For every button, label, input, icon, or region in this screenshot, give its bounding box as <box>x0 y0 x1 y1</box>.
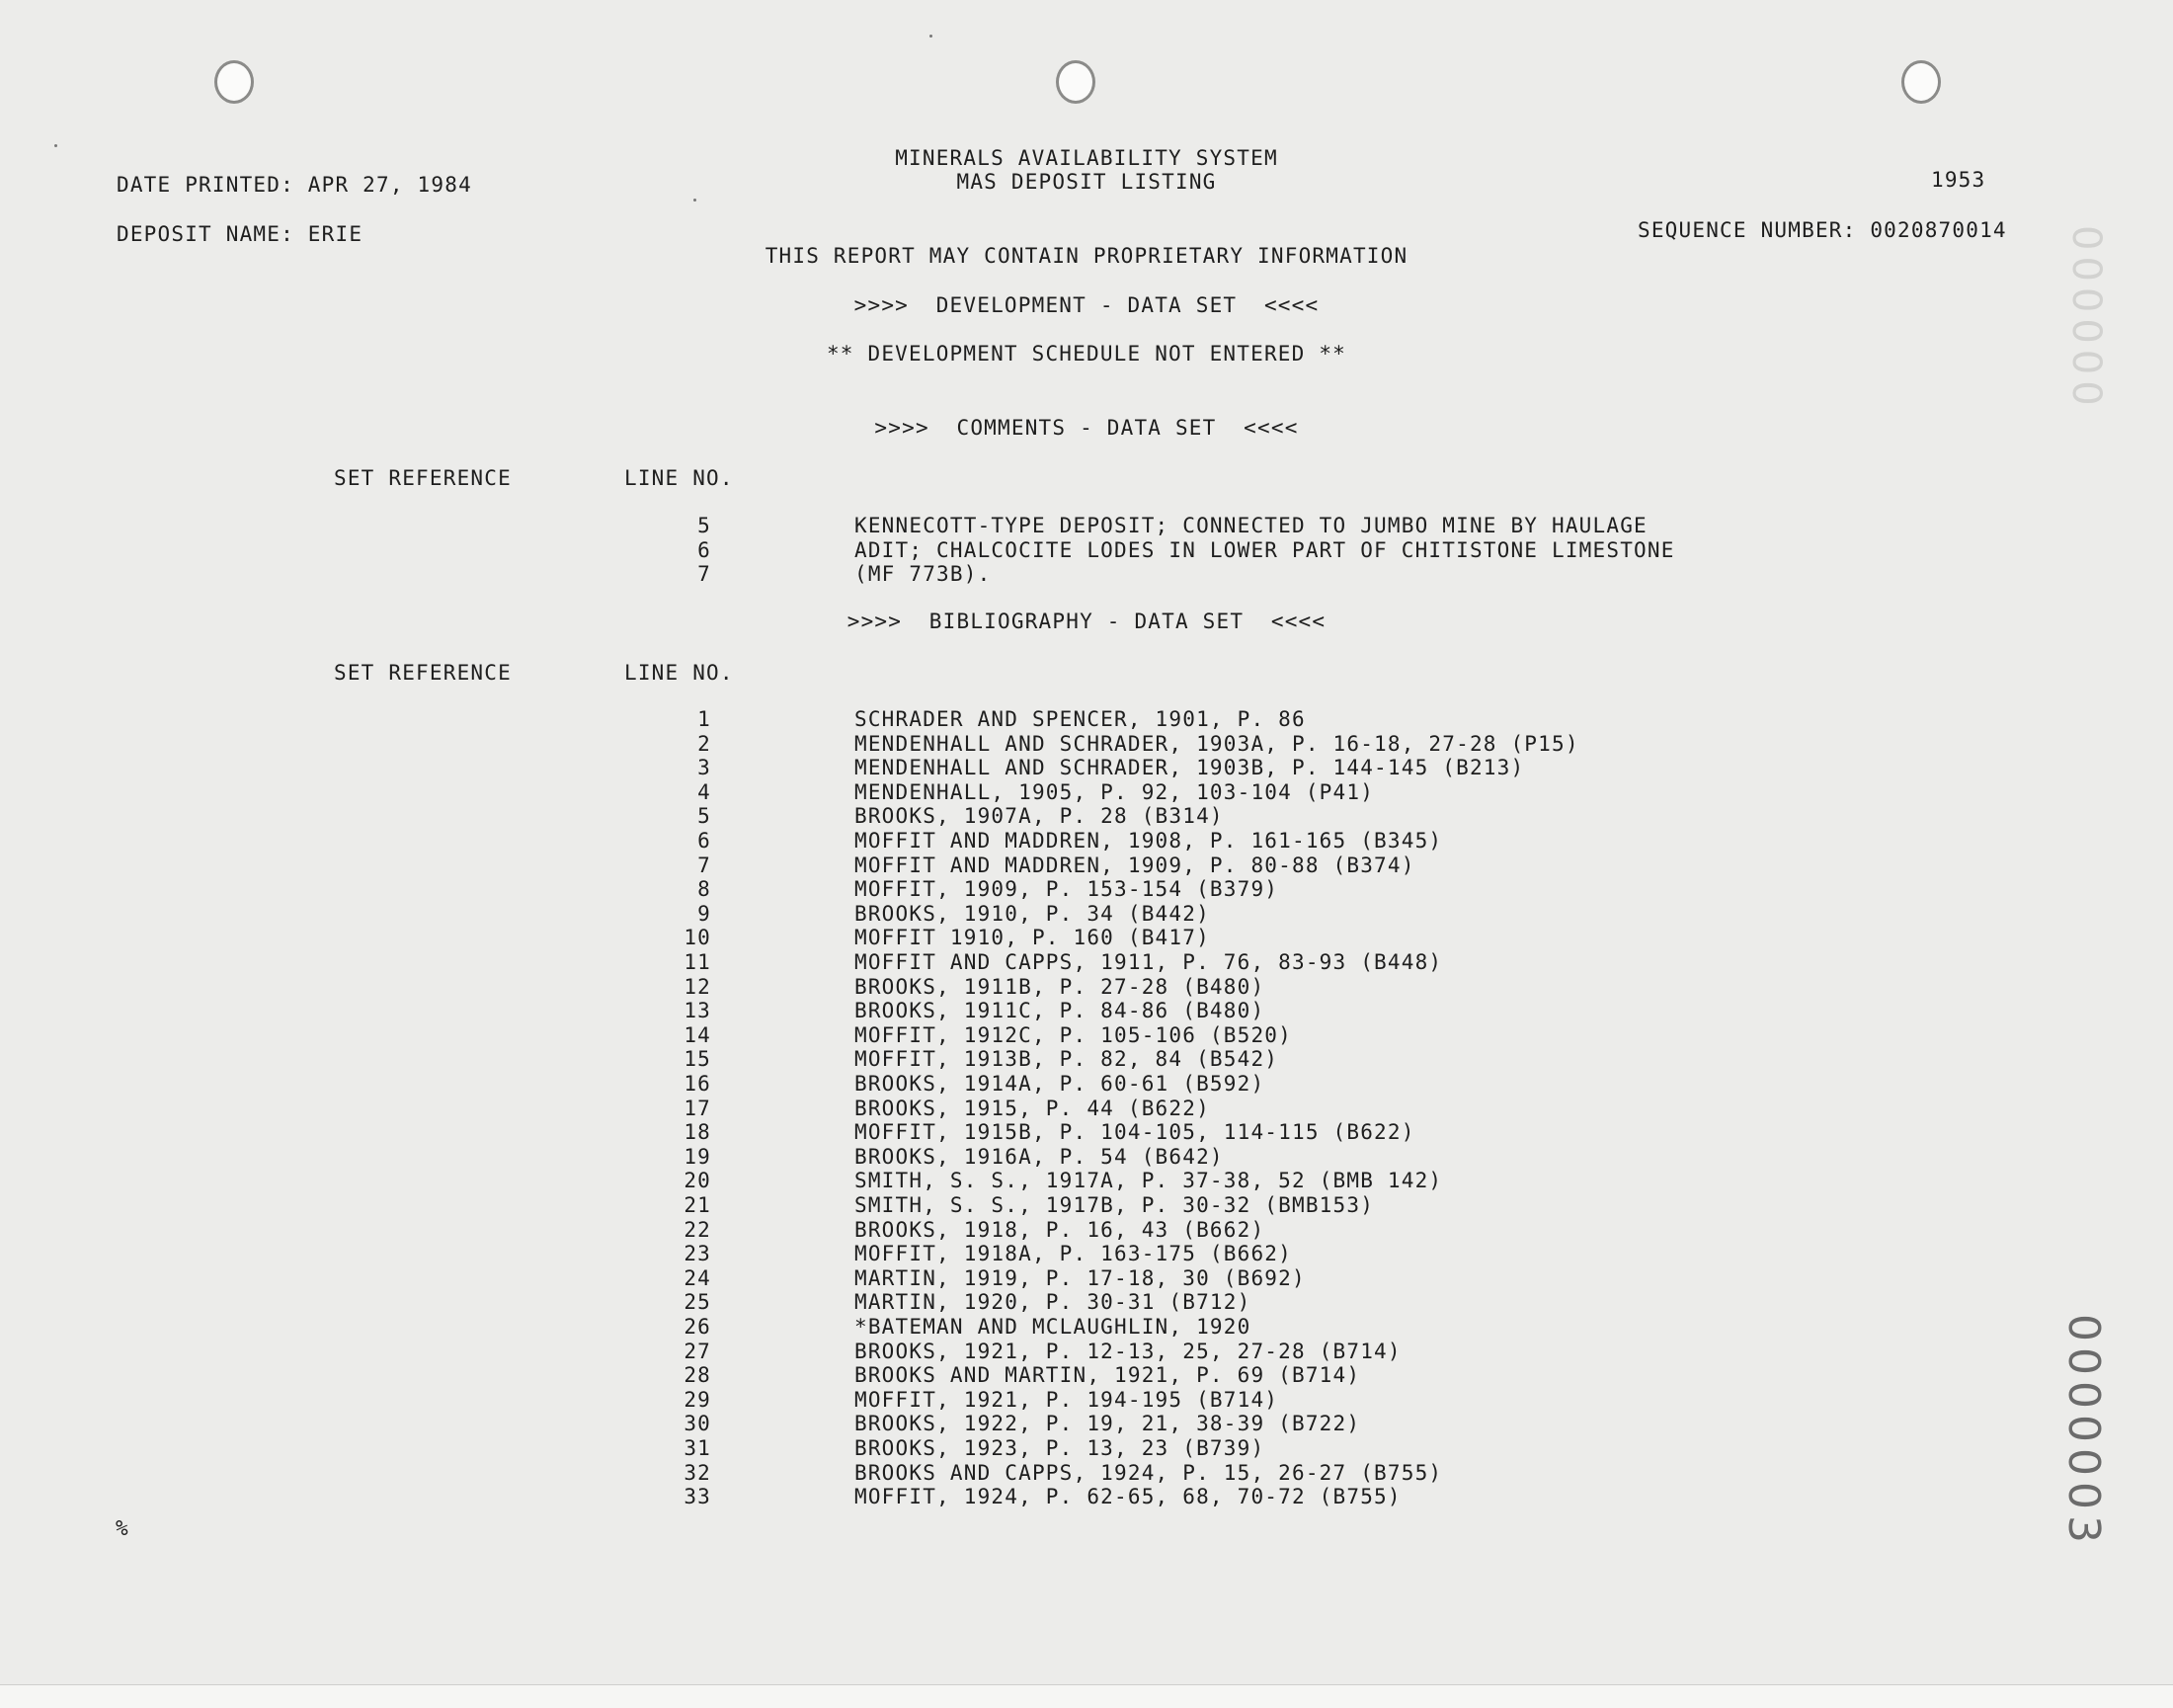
listing-title: MAS DEPOSIT LISTING <box>956 170 1217 194</box>
line-number: 11 <box>684 950 711 974</box>
system-title: MINERALS AVAILABILITY SYSTEM <box>895 146 1278 170</box>
line-text: BROOKS, 1921, P. 12-13, 25, 27-28 (B714) <box>854 1339 1402 1363</box>
line-text: MENDENHALL AND SCHRADER, 1903A, P. 16-18, 27-28 (P15) <box>854 731 1579 756</box>
punch-hole <box>214 60 254 104</box>
line-text: SMITH, S. S., 1917B, P. 30-32 (BMB153) <box>854 1193 1375 1217</box>
line-number: 21 <box>684 1193 711 1217</box>
line-text: MARTIN, 1919, P. 17-18, 30 (B692) <box>854 1265 1306 1290</box>
comments-col-set-reference: SET REFERENCE <box>334 466 512 490</box>
line-number: 9 <box>697 901 711 926</box>
line-text: MENDENHALL, 1905, P. 92, 103-104 (P41) <box>854 779 1375 804</box>
line-number: 20 <box>684 1169 711 1193</box>
line-number: 2 <box>697 731 711 756</box>
line-text: MOFFIT, 1915B, P. 104-105, 114-115 (B622) <box>854 1120 1415 1145</box>
line-number: 13 <box>684 999 711 1023</box>
line-text: BROOKS AND MARTIN, 1921, P. 69 (B714) <box>854 1363 1361 1388</box>
page-number: 1953 <box>1931 168 1986 192</box>
line-text: BROOKS, 1914A, P. 60-61 (B592) <box>854 1072 1265 1096</box>
line-number: 31 <box>684 1436 711 1460</box>
line-text: BROOKS, 1923, P. 13, 23 (B739) <box>854 1436 1265 1460</box>
margin-code-upper: 000000 <box>2063 225 2109 412</box>
line-text: MOFFIT, 1924, P. 62-65, 68, 70-72 (B755) <box>854 1485 1402 1509</box>
line-text: MOFFIT, 1912C, P. 105-106 (B520) <box>854 1022 1292 1047</box>
line-text: MOFFIT, 1909, P. 153-154 (B379) <box>854 877 1279 902</box>
line-number: 8 <box>697 877 711 902</box>
line-number: 15 <box>684 1047 711 1072</box>
line-text: *BATEMAN AND MCLAUGHLIN, 1920 <box>854 1315 1251 1339</box>
comments-heading: >>>> COMMENTS - DATA SET <<<< <box>874 416 1299 440</box>
line-number: 25 <box>684 1290 711 1315</box>
line-number: 28 <box>684 1363 711 1388</box>
line-number: 4 <box>697 779 711 804</box>
development-heading: >>>> DEVELOPMENT - DATA SET <<<< <box>853 293 1320 317</box>
percent-mark: % <box>116 1516 129 1540</box>
line-number: 16 <box>684 1072 711 1096</box>
sequence-number: SEQUENCE NUMBER: 0020870014 <box>1638 218 2007 242</box>
line-number: 6 <box>697 537 711 562</box>
bibliography-col-set-reference: SET REFERENCE <box>334 661 512 685</box>
line-text: MOFFIT AND MADDREN, 1908, P. 161-165 (B345) <box>854 829 1443 853</box>
line-number: 14 <box>684 1022 711 1047</box>
line-text: BROOKS, 1915, P. 44 (B622) <box>854 1096 1210 1120</box>
line-number: 24 <box>684 1265 711 1290</box>
line-number: 29 <box>684 1387 711 1412</box>
line-text: BROOKS, 1911C, P. 84-86 (B480) <box>854 999 1265 1023</box>
line-text: BROOKS, 1910, P. 34 (B442) <box>854 901 1210 926</box>
margin-code-lower: 0000003 <box>2058 1314 2109 1549</box>
line-text: MOFFIT 1910, P. 160 (B417) <box>854 926 1210 950</box>
line-text: BROOKS, 1907A, P. 28 (B314) <box>854 804 1224 829</box>
line-number: 33 <box>684 1485 711 1509</box>
line-text: BROOKS, 1922, P. 19, 21, 38-39 (B722) <box>854 1412 1361 1436</box>
comments-col-line-no: LINE NO. <box>624 466 734 490</box>
line-text: SCHRADER AND SPENCER, 1901, P. 86 <box>854 707 1306 731</box>
line-text: MOFFIT, 1918A, P. 163-175 (B662) <box>854 1242 1292 1266</box>
line-number: 5 <box>697 804 711 829</box>
line-number: 10 <box>684 926 711 950</box>
line-number: 6 <box>697 829 711 853</box>
bibliography-col-line-no: LINE NO. <box>624 661 734 685</box>
line-text: MOFFIT AND CAPPS, 1911, P. 76, 83-93 (B448) <box>854 950 1443 974</box>
scan-speck <box>693 199 696 202</box>
line-number: 3 <box>697 756 711 780</box>
bibliography-heading: >>>> BIBLIOGRAPHY - DATA SET <<<< <box>846 610 1327 633</box>
line-text: BROOKS, 1911B, P. 27-28 (B480) <box>854 974 1265 999</box>
line-number: 7 <box>697 562 711 587</box>
line-number: 23 <box>684 1242 711 1266</box>
line-text: BROOKS, 1916A, P. 54 (B642) <box>854 1144 1224 1169</box>
punch-hole <box>1056 60 1095 104</box>
development-note: ** DEVELOPMENT SCHEDULE NOT ENTERED ** <box>826 342 1347 366</box>
line-text: MENDENHALL AND SCHRADER, 1903B, P. 144-145 (B213) <box>854 756 1525 780</box>
line-number: 1 <box>697 707 711 731</box>
punch-hole <box>1901 60 1941 104</box>
line-text: BROOKS, 1918, P. 16, 43 (B662) <box>854 1217 1265 1242</box>
line-text: MOFFIT, 1913B, P. 82, 84 (B542) <box>854 1047 1279 1072</box>
scan-speck <box>929 35 932 38</box>
deposit-name: DEPOSIT NAME: ERIE <box>117 222 363 246</box>
line-text: MOFFIT, 1921, P. 194-195 (B714) <box>854 1387 1279 1412</box>
line-text: ADIT; CHALCOCITE LODES IN LOWER PART OF CHITISTONE LIMESTONE <box>854 537 1675 562</box>
line-number: 19 <box>684 1144 711 1169</box>
line-number: 27 <box>684 1339 711 1363</box>
line-text: (MF 773B). <box>854 562 992 587</box>
line-number: 18 <box>684 1120 711 1145</box>
line-text: SMITH, S. S., 1917A, P. 37-38, 52 (BMB 142) <box>854 1169 1443 1193</box>
line-text: MARTIN, 1920, P. 30-31 (B712) <box>854 1290 1251 1315</box>
line-text: BROOKS AND CAPPS, 1924, P. 15, 26-27 (B755) <box>854 1460 1443 1485</box>
line-number: 22 <box>684 1217 711 1242</box>
line-number: 30 <box>684 1412 711 1436</box>
line-number: 26 <box>684 1315 711 1339</box>
scan-bottom-strip <box>0 1684 2173 1708</box>
proprietary-notice: THIS REPORT MAY CONTAIN PROPRIETARY INFORMATION <box>765 244 1408 268</box>
line-text: MOFFIT AND MADDREN, 1909, P. 80-88 (B374) <box>854 853 1415 877</box>
line-number: 12 <box>684 974 711 999</box>
line-number: 17 <box>684 1096 711 1120</box>
line-number: 5 <box>697 514 711 537</box>
line-number: 32 <box>684 1460 711 1485</box>
date-printed: DATE PRINTED: APR 27, 1984 <box>117 173 472 197</box>
line-number: 7 <box>697 853 711 877</box>
line-text: KENNECOTT-TYPE DEPOSIT; CONNECTED TO JUMBO MINE BY HAULAGE <box>854 514 1648 537</box>
